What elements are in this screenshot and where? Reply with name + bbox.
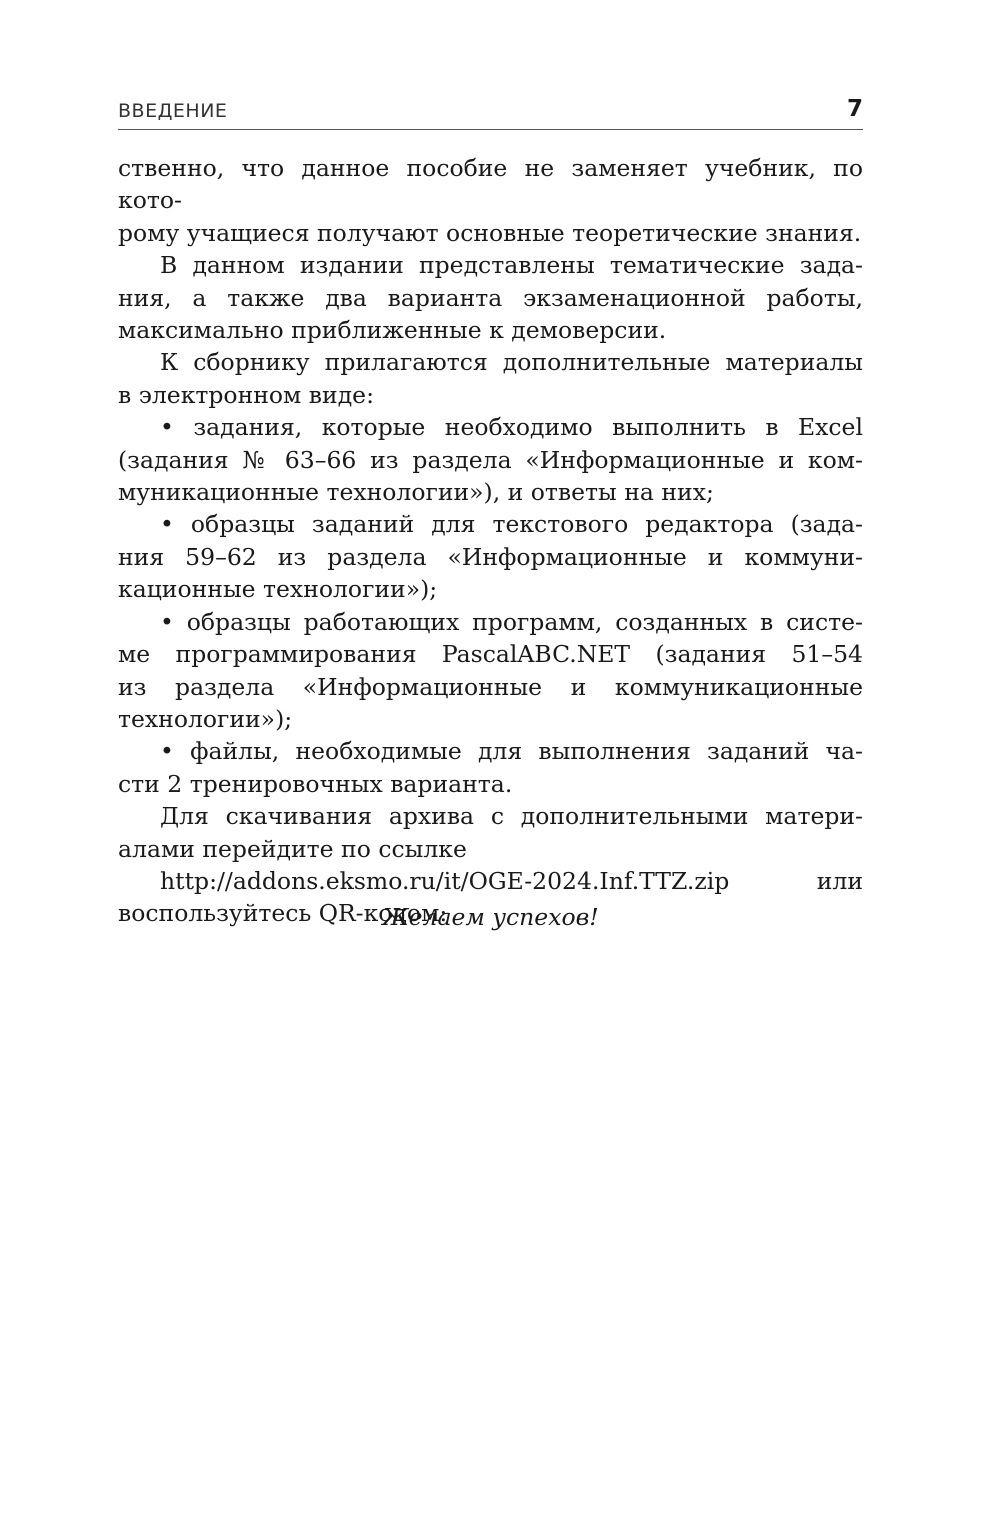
- text-line: алами перейдите по ссылке: [118, 834, 467, 863]
- text-line: • образцы заданий для текстового редактора (зада-: [160, 510, 863, 539]
- text-line: максимально приближенные к демоверсии.: [118, 316, 667, 345]
- text-line: • файлы, необходимые для выполнения заданий ча-: [160, 737, 863, 766]
- text-line: кационные технологии»);: [118, 575, 438, 604]
- download-link[interactable]: http://addons.eksmo.ru/it/OGE-2024.Inf.TTZ.zip: [160, 866, 730, 895]
- paragraph-edition-contents: [118, 249, 863, 346]
- bullet-item-files: [118, 735, 863, 800]
- text-line: • образцы работающих программ, созданных в систе-: [160, 607, 863, 636]
- section-title: ВВЕДЕНИЕ: [118, 100, 228, 122]
- body-text: [118, 152, 863, 930]
- text-line: http://addons.eksmo.ru/it/OGE-2024.Inf.TTZ.zip или: [160, 866, 863, 895]
- running-head: [118, 96, 863, 130]
- text-line: ственно, что данное пособие не заменяет учебник, по кото-: [118, 154, 863, 215]
- text-line: ния 59–62 из раздела «Информационные и коммуни-: [118, 542, 863, 571]
- text-line: ме программирования PascalABC.NET (задания 51–54: [118, 640, 863, 669]
- text-line: Для скачивания архива с дополнительными матери-: [160, 802, 863, 831]
- text-line: К сборнику прилагаются дополнительные материалы: [160, 348, 863, 377]
- bullet-icon: •: [160, 510, 174, 539]
- paragraph-continuation: [118, 152, 863, 249]
- bullet-item-programs: [118, 606, 863, 736]
- text-line: • задания, которые необходимо выполнить в Excel: [160, 413, 863, 442]
- page-number: 7: [846, 96, 863, 122]
- bullet-icon: •: [160, 413, 174, 442]
- text-line: рому учащиеся получают основные теоретические знания.: [118, 218, 862, 247]
- text-line: в электронном виде:: [118, 380, 374, 409]
- text-line: (задания № 63–66 из раздела «Информационные и ком-: [118, 445, 863, 474]
- bullet-icon: •: [160, 607, 174, 636]
- text-line: сти 2 тренировочных варианта.: [118, 769, 513, 798]
- text-line: ния, а также два варианта экзаменационной работы,: [118, 283, 863, 312]
- text-line: из раздела «Информационные и коммуникационные: [118, 672, 863, 701]
- paragraph-download: [118, 800, 863, 865]
- bullet-icon: •: [160, 737, 174, 766]
- bullet-item-excel: [118, 411, 863, 508]
- text-line: муникационные технологии»), и ответы на них;: [118, 478, 714, 507]
- paragraph-attachments: [118, 346, 863, 411]
- bullet-item-text-editor: [118, 508, 863, 605]
- text-line: воспользуйтесь QR-кодом:: [118, 899, 448, 928]
- closing-wish: Желаем успехов!: [382, 903, 599, 931]
- text-line: технологии»);: [118, 704, 293, 733]
- text-line: В данном издании представлены тематические зада-: [160, 251, 863, 280]
